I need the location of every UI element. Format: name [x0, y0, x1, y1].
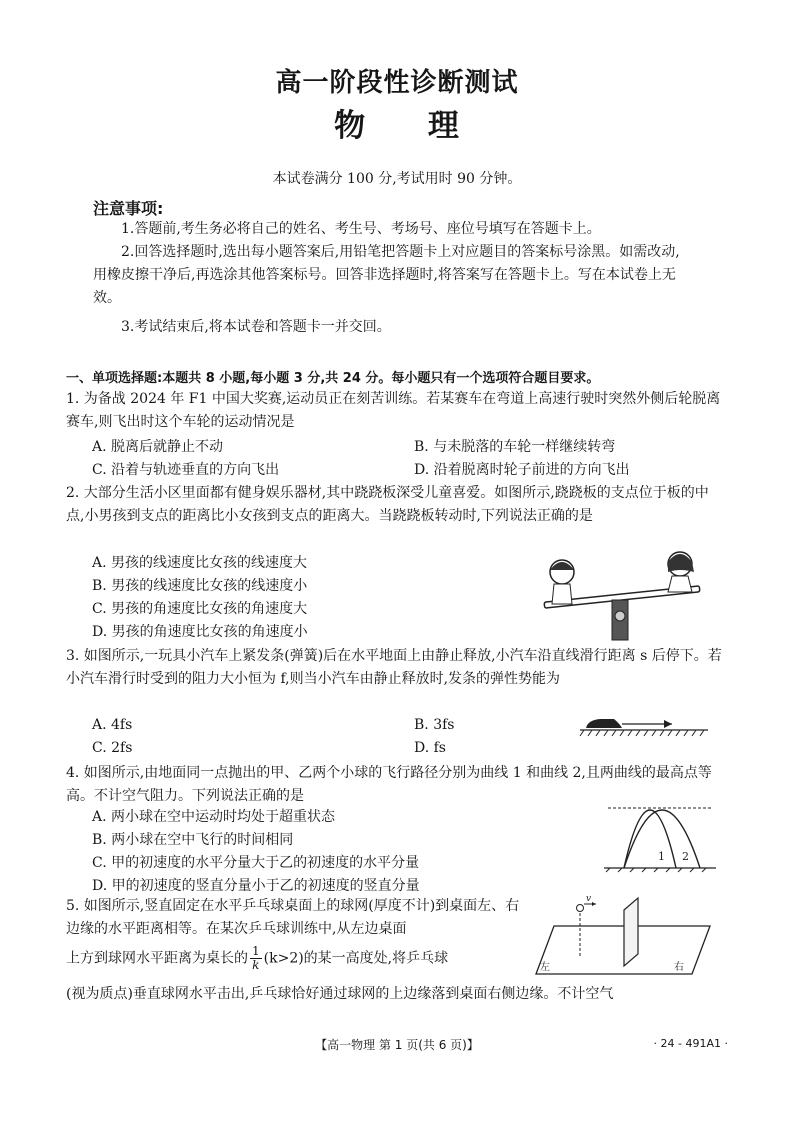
question-1-option-d: D. 沿着脱离时轮子前进的方向飞出	[414, 462, 630, 478]
ping-pong-table-figure	[530, 896, 720, 980]
velocity-label: v	[586, 894, 592, 904]
question-4-option-b: B. 两小球在空中飞行的时间相同	[92, 832, 294, 848]
question-3-stem: 3. 如图所示,一玩具小汽车上紧发条(弹簧)后在水平地面上由静止释放,小汽车沿直线滑行距离 s 后停下。若小汽车滑行时受到的阻力大小恒为 f,则当小汽车由静止释放时,发条的弹性势能为	[66, 648, 722, 687]
question-1-option-b: B. 与未脱落的车轮一样继续转弯	[414, 439, 616, 455]
notice-item-3: 3.考试结束后,将本试卷和答题卡一并交回。	[121, 319, 391, 335]
question-5-stem-line-3	[66, 945, 536, 972]
question-2-option-d: D. 男孩的角速度比女孩的角速度小	[92, 624, 308, 640]
notice-heading: 注意事项:	[93, 199, 164, 218]
question-3-option-b: B. 3fs	[414, 717, 455, 733]
question-5-stem-part-d: (视为质点)垂直球网水平击出,乒乓球恰好通过球网的上边缘落到桌面右侧边缘。不计空气	[66, 986, 614, 1002]
notice-item-2: 2.回答选择题时,选出每小题答案后,用铅笔把答题卡上对应题目的答案标号涂黑。如需改动,用橡皮擦干净后,再选涂其他答案标号。回答非选择题时,将答案写在答题卡上。写在本试卷上无效。	[93, 244, 680, 306]
footer-code: · 24 - 491A1 ·	[653, 1037, 728, 1050]
question-4-option-a: A. 两小球在空中运动时均处于超重状态	[92, 809, 336, 825]
question-4-option-d: D. 甲的初速度的竖直分量小于乙的初速度的竖直分量	[92, 878, 420, 894]
question-3-option-a: A. 4fs	[92, 717, 133, 733]
fraction-one-over-k	[250, 945, 262, 972]
question-2-stem: 2. 大部分生活小区里面都有健身娱乐器材,其中跷跷板深受儿童喜爱。如图所示,跷跷板的支点位于板的中点,小男孩到支点的距离比小女孩到支点的距离大。当跷跷板转动时,下列说法正确的是	[66, 485, 709, 524]
question-3-option-c: C. 2fs	[92, 740, 133, 756]
question-5-stem-part-b: 上方到球网水平距离为桌长的	[66, 950, 248, 967]
question-3-option-d: D. fs	[414, 740, 446, 756]
question-2-option-b: B. 男孩的线速度比女孩的线速度小	[92, 578, 308, 594]
right-label: 右	[674, 962, 684, 973]
fraction-numerator: 1	[252, 944, 260, 958]
question-5-stem-part-a: 5. 如图所示,竖直固定在水平乒乓球桌面上的球网(厚度不计)到桌面左、右边缘的水平距离相等。在某次乒乓球训练中,从左边桌面	[66, 898, 520, 937]
subject-title: 物 理	[334, 108, 460, 144]
notice-item-1: 1.答题前,考生务必将自己的姓名、考生号、考场号、座位号填写在答题卡上。	[121, 221, 601, 237]
question-4-option-c: C. 甲的初速度的水平分量大于乙的初速度的水平分量	[92, 855, 420, 871]
question-4-stem: 4. 如图所示,由地面同一点抛出的甲、乙两个小球的飞行路径分别为曲线 1 和曲线 2,且两曲线的最高点等高。不计空气阻力。下列说法正确的是	[66, 765, 712, 804]
curve-2-label: 2	[682, 850, 689, 863]
question-1-option-c: C. 沿着与轨迹垂直的方向飞出	[92, 462, 280, 478]
left-label: 左	[540, 962, 550, 973]
trajectory-figure	[604, 800, 716, 872]
exam-info: 本试卷满分 100 分,考试用时 90 分钟。	[272, 171, 522, 187]
curve-1-label: 1	[658, 850, 665, 863]
toy-car-figure	[580, 712, 710, 740]
exam-title: 高一阶段性诊断测试	[275, 68, 519, 98]
question-1-option-a: A. 脱离后就静止不动	[92, 439, 224, 455]
question-1-stem: 1. 为备战 2024 年 F1 中国大奖赛,运动员正在刻苦训练。若某赛车在弯道上高速行驶时突然外侧后轮脱离赛车,则飞出时这个车轮的运动情况是	[66, 391, 721, 430]
fraction-denominator: k	[252, 958, 260, 972]
question-2-option-c: C. 男孩的角速度比女孩的角速度大	[92, 601, 308, 617]
seesaw-figure	[530, 548, 710, 640]
section-heading: 一、单项选择题:本题共 8 小题,每小题 3 分,共 24 分。每小题只有一个选项符合题目要求。	[66, 371, 600, 386]
question-2-option-a: A. 男孩的线速度比女孩的线速度大	[92, 555, 308, 571]
footer-page-info: 【高一物理 第 1 页(共 6 页)】	[315, 1038, 479, 1052]
question-5-stem-part-c: (k>2)的某一高度处,将乒乓球	[263, 950, 449, 967]
